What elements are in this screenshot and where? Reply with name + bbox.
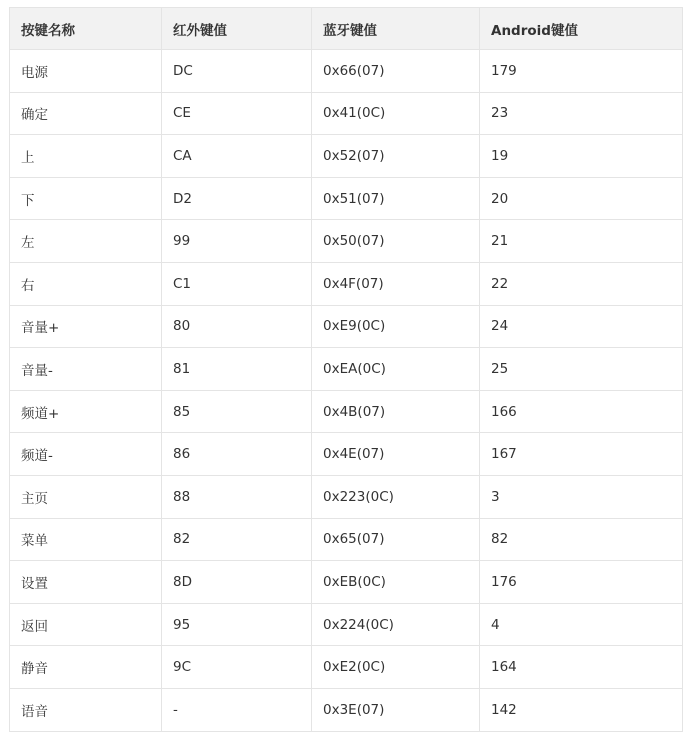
cell-ir-code: CE <box>162 92 312 135</box>
header-bluetooth-code: 蓝牙键值 <box>312 8 480 50</box>
cell-key-name: 主页 <box>10 475 162 518</box>
cell-bluetooth-code: 0x4B(07) <box>312 390 480 433</box>
cell-bluetooth-code: 0x4F(07) <box>312 262 480 305</box>
cell-key-name: 设置 <box>10 561 162 604</box>
cell-ir-code: DC <box>162 50 312 93</box>
cell-bluetooth-code: 0x224(0C) <box>312 603 480 646</box>
cell-android-code: 142 <box>480 688 683 731</box>
cell-android-code: 21 <box>480 220 683 263</box>
cell-bluetooth-code: 0x65(07) <box>312 518 480 561</box>
cell-ir-code: 81 <box>162 348 312 391</box>
cell-bluetooth-code: 0xEA(0C) <box>312 348 480 391</box>
cell-android-code: 166 <box>480 390 683 433</box>
cell-ir-code: 8D <box>162 561 312 604</box>
table-row <box>10 305 683 348</box>
cell-android-code: 167 <box>480 433 683 476</box>
cell-android-code: 19 <box>480 135 683 178</box>
cell-bluetooth-code: 0x51(07) <box>312 177 480 220</box>
header-key-name: 按键名称 <box>10 8 162 50</box>
cell-ir-code: 9C <box>162 646 312 689</box>
cell-key-name: 音量+ <box>10 305 162 348</box>
table-row <box>10 688 683 731</box>
cell-bluetooth-code: 0x41(0C) <box>312 92 480 135</box>
cell-android-code: 176 <box>480 561 683 604</box>
cell-android-code: 82 <box>480 518 683 561</box>
table-row <box>10 135 683 178</box>
cell-android-code: 164 <box>480 646 683 689</box>
table-row <box>10 561 683 604</box>
cell-android-code: 24 <box>480 305 683 348</box>
cell-ir-code: 99 <box>162 220 312 263</box>
cell-ir-code: 95 <box>162 603 312 646</box>
cell-ir-code: C1 <box>162 262 312 305</box>
cell-key-name: 确定 <box>10 92 162 135</box>
cell-ir-code: 85 <box>162 390 312 433</box>
cell-key-name: 上 <box>10 135 162 178</box>
key-code-table <box>9 7 683 732</box>
table-row <box>10 220 683 263</box>
table-row <box>10 390 683 433</box>
table-row <box>10 433 683 476</box>
cell-ir-code: 88 <box>162 475 312 518</box>
cell-key-name: 频道- <box>10 433 162 476</box>
cell-ir-code: 86 <box>162 433 312 476</box>
cell-android-code: 20 <box>480 177 683 220</box>
cell-bluetooth-code: 0x52(07) <box>312 135 480 178</box>
cell-android-code: 179 <box>480 50 683 93</box>
cell-android-code: 3 <box>480 475 683 518</box>
cell-bluetooth-code: 0xE2(0C) <box>312 646 480 689</box>
cell-bluetooth-code: 0x4E(07) <box>312 433 480 476</box>
cell-key-name: 静音 <box>10 646 162 689</box>
table-row <box>10 50 683 93</box>
table-row <box>10 262 683 305</box>
cell-bluetooth-code: 0x223(0C) <box>312 475 480 518</box>
cell-key-name: 语音 <box>10 688 162 731</box>
cell-android-code: 4 <box>480 603 683 646</box>
cell-bluetooth-code: 0x3E(07) <box>312 688 480 731</box>
table-row <box>10 646 683 689</box>
table-header <box>10 8 683 50</box>
cell-key-name: 菜单 <box>10 518 162 561</box>
cell-bluetooth-code: 0x50(07) <box>312 220 480 263</box>
cell-key-name: 下 <box>10 177 162 220</box>
table-row <box>10 603 683 646</box>
table-row <box>10 475 683 518</box>
cell-key-name: 返回 <box>10 603 162 646</box>
cell-android-code: 25 <box>480 348 683 391</box>
cell-bluetooth-code: 0x66(07) <box>312 50 480 93</box>
cell-ir-code: 82 <box>162 518 312 561</box>
cell-ir-code: - <box>162 688 312 731</box>
cell-bluetooth-code: 0xE9(0C) <box>312 305 480 348</box>
cell-bluetooth-code: 0xEB(0C) <box>312 561 480 604</box>
cell-key-name: 电源 <box>10 50 162 93</box>
table-row <box>10 92 683 135</box>
table-body <box>10 50 683 732</box>
cell-key-name: 左 <box>10 220 162 263</box>
cell-ir-code: 80 <box>162 305 312 348</box>
table-row <box>10 518 683 561</box>
cell-ir-code: CA <box>162 135 312 178</box>
cell-key-name: 右 <box>10 262 162 305</box>
cell-key-name: 频道+ <box>10 390 162 433</box>
cell-ir-code: D2 <box>162 177 312 220</box>
table-row <box>10 348 683 391</box>
table-row <box>10 177 683 220</box>
header-ir-code: 红外键值 <box>162 8 312 50</box>
cell-android-code: 22 <box>480 262 683 305</box>
key-code-table-container <box>9 7 683 732</box>
header-row <box>10 8 683 50</box>
header-android-code: Android键值 <box>480 8 683 50</box>
cell-android-code: 23 <box>480 92 683 135</box>
cell-key-name: 音量- <box>10 348 162 391</box>
